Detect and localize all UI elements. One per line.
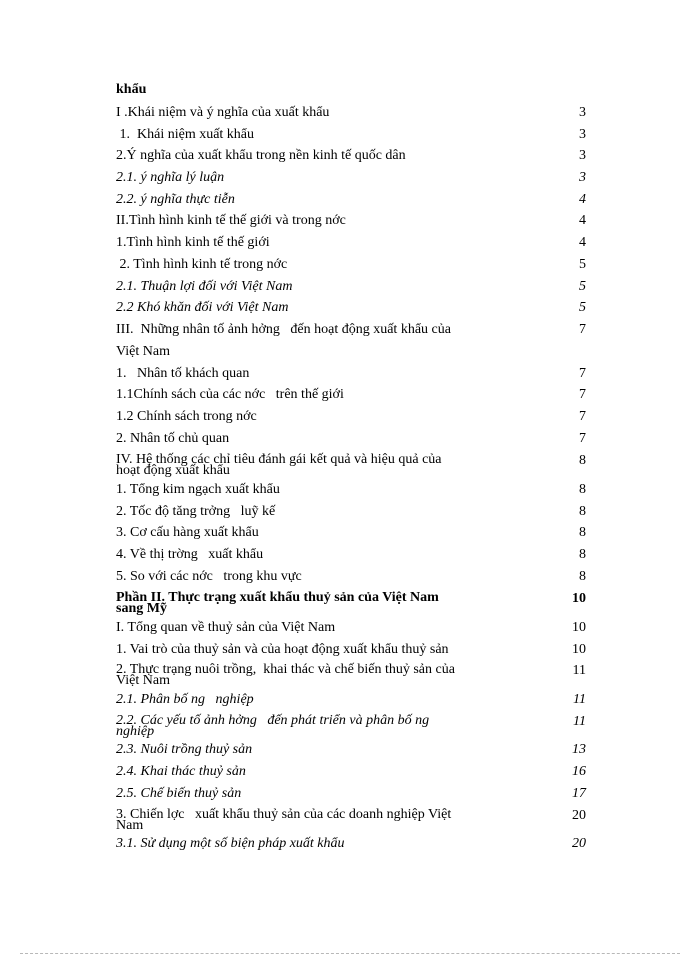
- toc-entry: [116, 570, 586, 584]
- toc-entry: [116, 128, 586, 142]
- toc-entry-page: 4: [579, 213, 586, 228]
- toc-entry-title: 2. Tốc độ tăng trởng luỹ kế: [116, 504, 276, 519]
- toc-entry-page: 5: [579, 279, 586, 294]
- toc-entry-title: khẩu: [116, 82, 147, 97]
- toc-entry-page: 13: [572, 742, 586, 757]
- toc-entry-page: 10: [572, 620, 586, 635]
- toc-entry-title: 2.Ý nghĩa của xuất khẩu trong nền kinh tế quốc dân: [116, 148, 406, 163]
- toc-entry-title: 5. So với các nớc trong khu vực: [116, 569, 302, 584]
- toc-entry-title: III. Những nhân tố ảnh hởng đến hoạt động xuất khẩu của: [116, 322, 451, 337]
- toc-entry-page: 10: [572, 642, 586, 657]
- toc-entry: [116, 236, 586, 250]
- toc-entry-title: 2.1. Thuận lợi đối với Việt Nam: [116, 279, 293, 294]
- toc-entry-title: 1.2 Chính sách trong nớc: [116, 409, 257, 424]
- toc-entry-title: 1.Tình hình kinh tế thế giới: [116, 235, 270, 250]
- toc-entry-title: I. Tổng quan về thuỷ sản của Việt Nam: [116, 620, 336, 635]
- toc-entry-title: 2.1. Phân bố ng nghiệp: [116, 692, 254, 707]
- toc-entry-page: 5: [579, 300, 586, 315]
- toc-entry: [116, 106, 586, 120]
- toc-entry: [116, 621, 586, 635]
- toc-entry-page: 3: [579, 148, 586, 163]
- toc-entry-title: 2. Nhân tố chủ quan: [116, 431, 230, 446]
- toc-entry-page: 8: [579, 504, 586, 519]
- toc-entry-page: 8: [579, 547, 586, 562]
- toc-entry-page: 7: [579, 431, 586, 446]
- toc-entry-title: II.Tình hình kinh tế thế giới và trong nớc: [116, 213, 346, 228]
- toc-entry: [116, 214, 586, 228]
- toc-entry-page: 3: [579, 170, 586, 185]
- toc-entry-page: 16: [572, 764, 586, 779]
- toc-entry-page: 11: [572, 663, 586, 678]
- toc-entry: [116, 592, 586, 614]
- toc-entry-page: 11: [573, 692, 586, 707]
- toc-entry: [116, 280, 586, 294]
- toc-entry-title: 2.4. Khai thác thuỷ sản: [116, 764, 246, 779]
- toc-entry: [116, 388, 586, 402]
- toc-entry: [116, 837, 586, 851]
- toc-entry: [116, 548, 586, 562]
- toc-entry-title: 2.3. Nuôi trồng thuỷ sản: [116, 742, 253, 757]
- toc-entry: [116, 171, 586, 185]
- toc-entry-title: 2.2. Các yếu tố ảnh hởng đến phát triển và phân bố ng nghiệp: [116, 713, 430, 739]
- toc-entry-title: IV. Hệ thống các chỉ tiêu đánh gái kết quả và hiệu quả của hoạt động xuất khẩu: [116, 452, 442, 478]
- toc-entry: [116, 367, 586, 381]
- toc-entry: [116, 787, 586, 801]
- toc-entry-title: 1. Vai trò của thuỷ sản và của hoạt động xuất khẩu thuỷ sản: [116, 642, 449, 657]
- toc-entry: [116, 432, 586, 446]
- toc-entry-title: 1. Nhân tố khách quan: [116, 366, 250, 381]
- toc-entry: [116, 664, 586, 686]
- toc-entry-title: 2.1. ý nghĩa lý luận: [116, 170, 225, 185]
- toc-entry-page: 5: [579, 257, 586, 272]
- toc-entry-title: Việt Nam: [116, 344, 170, 359]
- toc-entry: [116, 765, 586, 779]
- toc-entry-title: 2. Thực trạng nuôi trồng, khai thác và chế biến thuỷ sản của Việt Nam: [116, 662, 455, 688]
- toc-entry-title: Phần II. Thực trạng xuất khẩu thuỷ sản của Việt Nam sang Mỹ: [116, 590, 439, 616]
- toc-entry-title: 2.5. Chế biến thuỷ sản: [116, 786, 242, 801]
- toc-entry: [116, 83, 586, 97]
- toc-entry: [116, 715, 586, 737]
- toc-entry-page: 10: [572, 591, 586, 606]
- toc-entry-page: 7: [579, 387, 586, 402]
- toc-entry-title: 1. Tổng kim ngạch xuất khẩu: [116, 482, 280, 497]
- toc-entry: [116, 193, 586, 207]
- toc-entry: [116, 149, 586, 163]
- toc-entry: [116, 410, 586, 424]
- toc-entry: [116, 743, 586, 757]
- toc-entry-page: 20: [572, 808, 586, 823]
- toc-entry-page: 4: [579, 192, 586, 207]
- toc-entry-page: 7: [579, 322, 586, 337]
- toc-entry: [116, 258, 586, 272]
- toc-entry-page: 7: [579, 409, 586, 424]
- toc-entry-title: 3. Cơ cấu hàng xuất khẩu: [116, 525, 259, 540]
- toc-entry-page: 20: [572, 836, 586, 851]
- page-bottom-divider: [20, 953, 680, 954]
- toc-entry: [116, 301, 586, 315]
- toc-entry-page: 8: [579, 525, 586, 540]
- toc-entry: [116, 505, 586, 519]
- toc-entry-title: 2.2. ý nghĩa thực tiễn: [116, 192, 235, 207]
- toc-entry-title: 1.1Chính sách của các nớc trên thế giới: [116, 387, 344, 402]
- toc-entry-page: 11: [573, 714, 586, 729]
- toc-entry: [116, 693, 586, 707]
- toc-entry: [116, 323, 586, 337]
- toc-entry-title: 3.1. Sử dụng một số biện pháp xuất khẩu: [116, 836, 345, 851]
- toc-entry-page: 3: [579, 105, 586, 120]
- toc-entry: [116, 483, 586, 497]
- toc-entry-title: I .Khái niệm và ý nghĩa của xuất khẩu: [116, 105, 330, 120]
- toc-entry-page: 7: [579, 366, 586, 381]
- toc-entry-title: 3. Chiến lợc xuất khẩu thuỷ sản của các doanh nghiệp Việt Nam: [116, 807, 452, 833]
- toc-entry: [116, 809, 586, 831]
- toc-entry-page: 8: [579, 482, 586, 497]
- toc-entry-page: 4: [579, 235, 586, 250]
- toc-entry: [116, 454, 586, 476]
- toc-entry-title: 1. Khái niệm xuất khẩu: [116, 127, 255, 142]
- toc-entry-title: 2.2 Khó khăn đối với Việt Nam: [116, 300, 289, 315]
- toc-entry-page: 8: [579, 569, 586, 584]
- toc-entry-page: 17: [572, 786, 586, 801]
- toc-entry-title: 4. Về thị trờng xuất khẩu: [116, 547, 264, 562]
- toc-entry: [116, 526, 586, 540]
- toc-entry-title: 2. Tình hình kinh tế trong nớc: [116, 257, 288, 272]
- toc-entry-page: 8: [579, 453, 586, 468]
- toc-entry: [116, 345, 586, 359]
- toc-entry-page: 3: [579, 127, 586, 142]
- toc-entry: [116, 643, 586, 657]
